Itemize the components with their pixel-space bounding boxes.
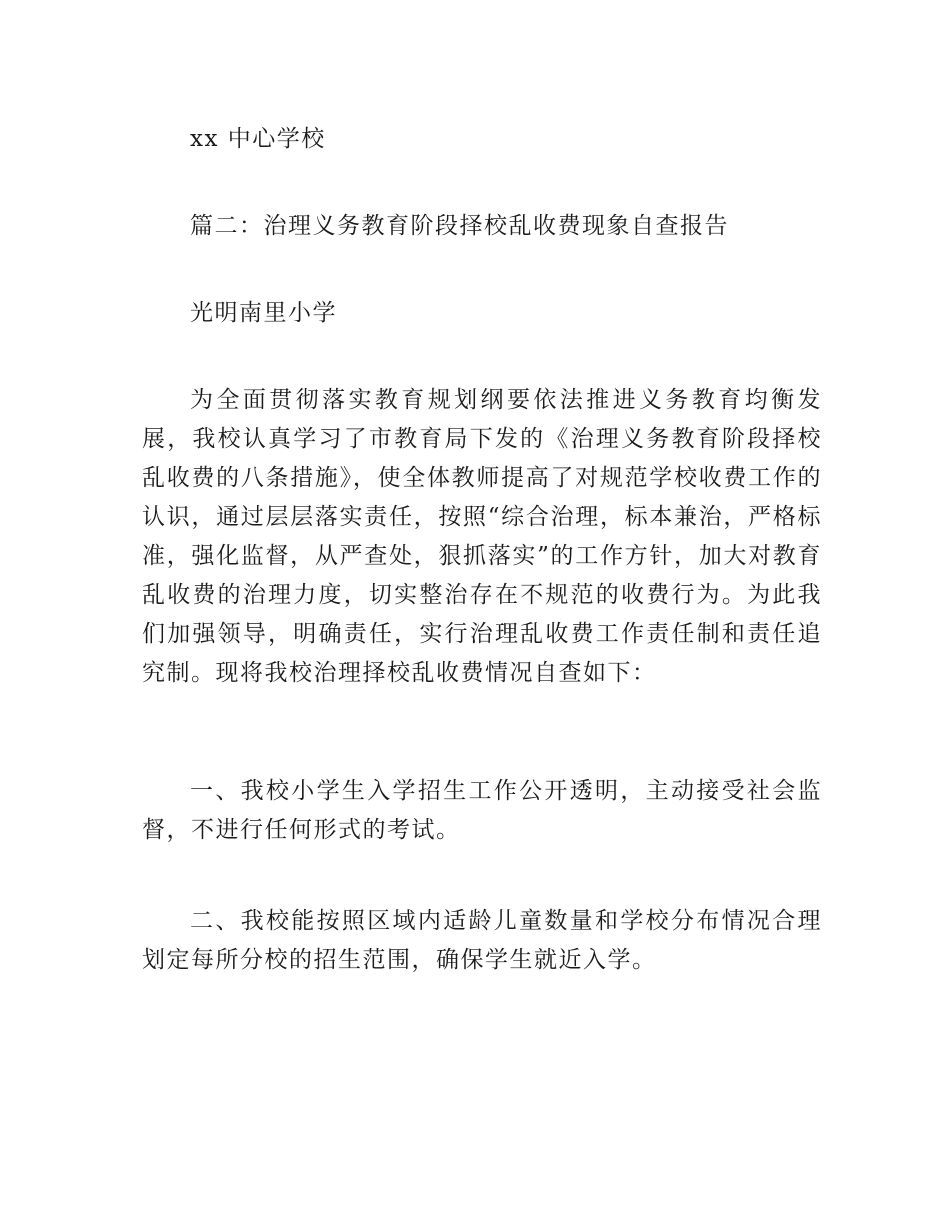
list-item-2: 二、我校能按照区域内适龄儿童数量和学校分布情况合理划定每所分校的招生范围，确保学生就近入学。 [142, 908, 822, 973]
list-item-1: 一、我校小学生入学招生工作公开透明，主动接受社会监督，不进行任何形式的考试。 [142, 778, 822, 843]
intro-paragraph: 为全面贯彻落实教育规划纲要依法推进义务教育均衡发展，我校认真学习了市教育局下发的《治理义务教育阶段择校乱收费的八条措施》，使全体教师提高了对规范学校收费工作的认识，通过层层落实责任，按照“综合治理，标本兼治，严格标准，强化监督，从严查处，狠抓落实”的工作方针，加大对教育乱收费的治理力度，切实整治存在不规范的收费行为。为此我们加强领导，明确责任，实行治理乱收费工作责任制和责任追究制。现将我校治理择校乱收费情况自查如下： [142, 387, 822, 686]
school-name: 光明南里小学 [190, 300, 337, 326]
section-title: 篇二：治理义务教育阶段择校乱收费现象自查报告 [190, 213, 729, 239]
school-line: xx 中心学校 [190, 126, 326, 152]
